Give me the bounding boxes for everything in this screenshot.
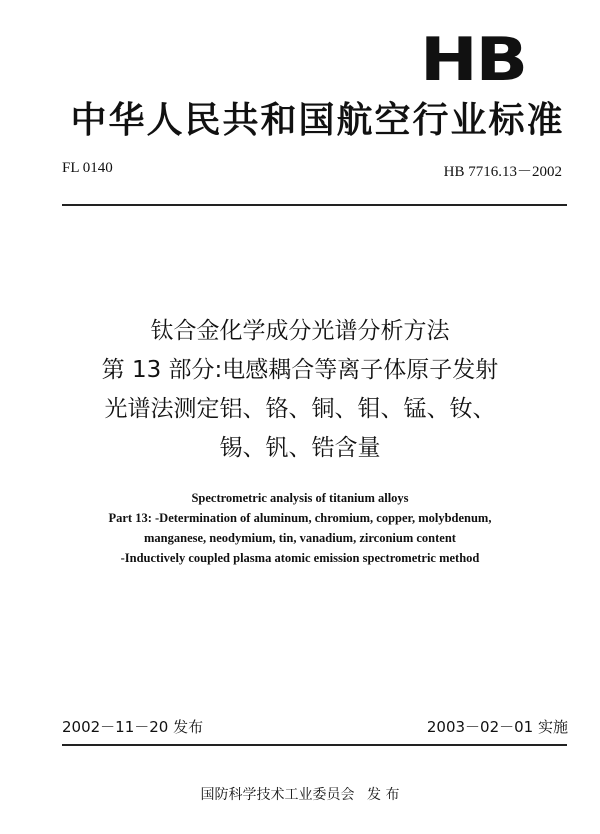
chinese-title-line: 锡、钒、锆含量: [219, 435, 381, 461]
english-title: [0, 488, 600, 568]
footer-divider: [62, 744, 567, 746]
effective-date: 2003－02－01 实施: [426, 718, 568, 736]
standard-category-title: 中华人民共和国航空行业标准: [70, 100, 565, 141]
chinese-title-line: 第 13 部分:电感耦合等离子体原子发射: [101, 357, 499, 383]
publisher-action: 发 布: [367, 787, 400, 803]
english-title-line: -Inductively coupled plasma atomic emission spectrometric method: [120, 551, 480, 565]
english-title-line: Spectrometric analysis of titanium alloys: [191, 491, 409, 505]
chinese-title: [0, 312, 600, 468]
issue-date: 2002－11－20 发布: [62, 718, 204, 736]
publisher-name: 国防科学技术工业委员会: [200, 787, 355, 803]
publisher: [0, 784, 600, 804]
chinese-title-line: 钛合金化学成分光谱分析方法: [150, 318, 450, 344]
classification-code: FL 0140: [62, 160, 113, 176]
english-title-line: Part 13: -Determination of aluminum, chromium, copper, molybdenum,: [108, 511, 492, 525]
standard-number: HB 7716.13－2002: [443, 164, 562, 180]
english-title-line: manganese, neodymium, tin, vanadium, zirconium content: [144, 531, 456, 545]
chinese-title-line: 光谱法测定铝、铬、铜、钼、锰、钕、: [104, 396, 496, 422]
hb-logo: HB: [420, 25, 526, 95]
header-divider: [62, 204, 567, 206]
